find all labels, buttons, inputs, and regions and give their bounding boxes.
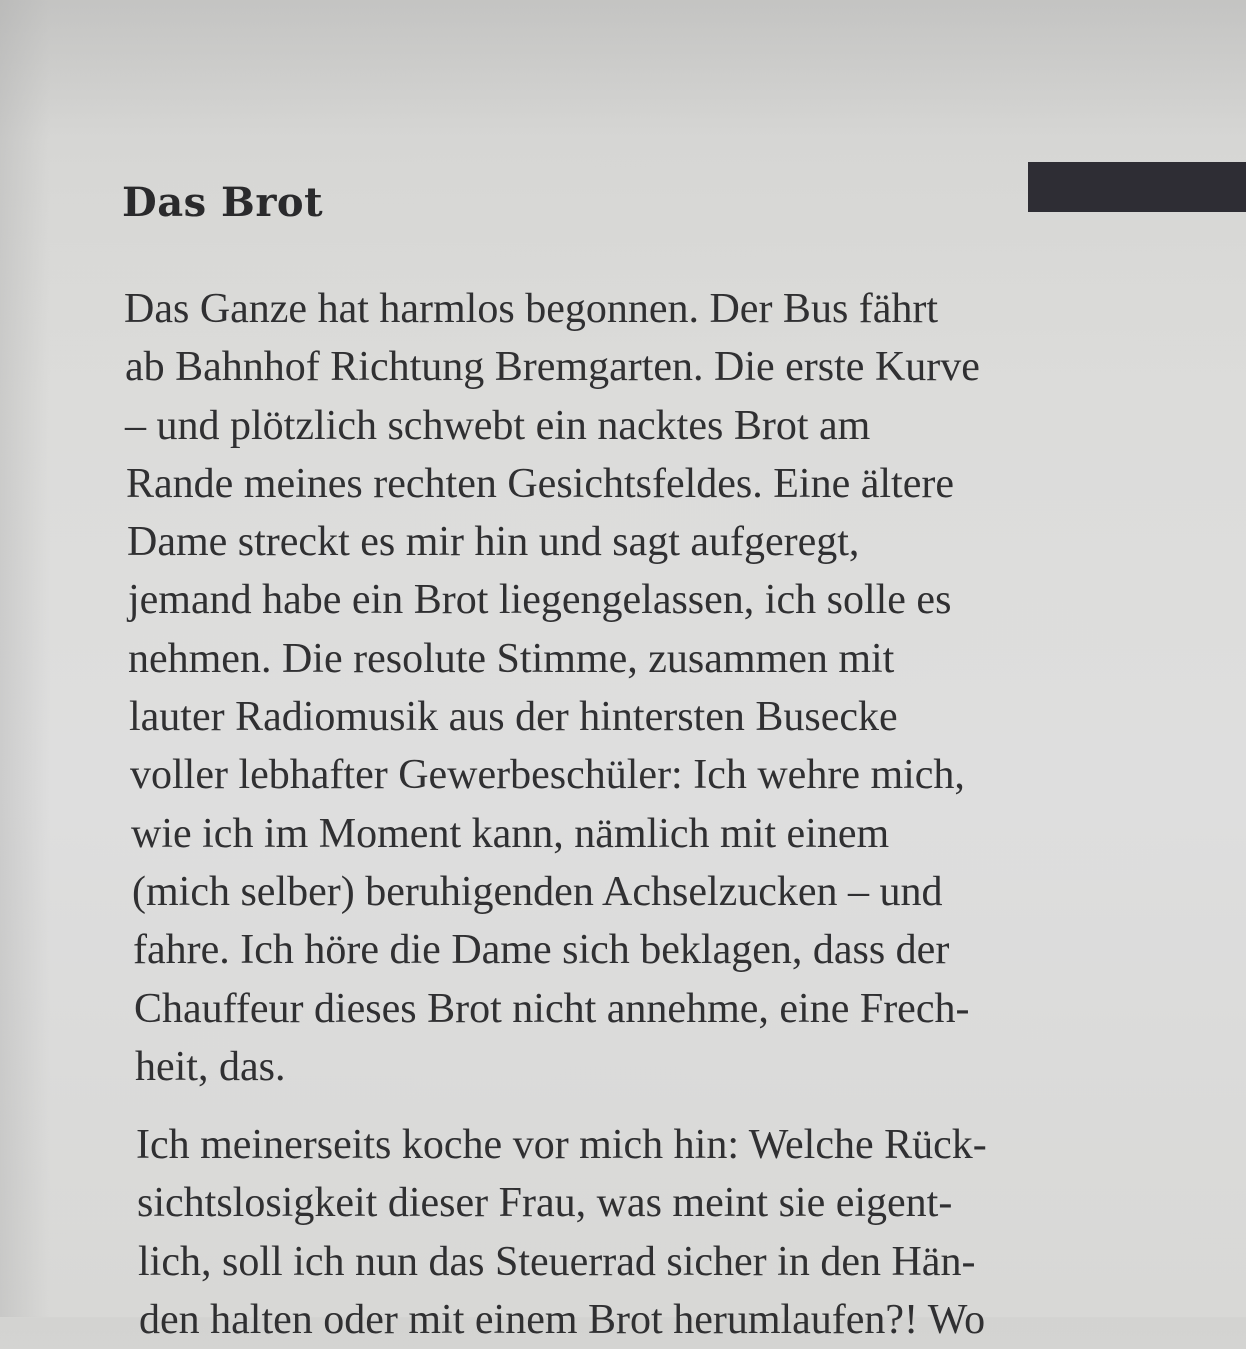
text-line: – und plötzlich schwebt ein nacktes Brot am [125, 402, 871, 449]
text-line: ab Bahnhof Richtung Bremgarten. Die erste Kurve [125, 344, 980, 391]
text-line: den halten oder mit einem Brot herumlaufen?! Wo [139, 1297, 986, 1344]
text-line: (mich selber) beruhigenden Achselzucken – und [132, 868, 943, 915]
text-line: lich, soll ich nun das Steuerrad sicher in den Hän- [138, 1238, 976, 1285]
text-line: jemand habe ein Brot liegengelassen, ich solle es [128, 577, 952, 624]
text-line: Das Ganze hat harmlos begonnen. Der Bus fährt [124, 286, 939, 332]
text-line: fahre. Ich höre die Dame sich beklagen, dass der [133, 927, 950, 974]
text-line: wie ich im Moment kann, nämlich mit einem [131, 810, 890, 857]
page-shadow [0, 0, 1246, 140]
chapter-marker-bar [1028, 162, 1246, 212]
text-line: nehmen. Die resolute Stimme, zusammen mit [128, 635, 895, 682]
text-line: Ich meinerseits koche vor mich hin: Welche Rück- [136, 1122, 987, 1169]
text-line: sichtslosigkeit dieser Frau, was meint sie eigent- [137, 1180, 953, 1227]
paragraph-2 [124, 1116, 1194, 1349]
binding-shadow [0, 0, 50, 1317]
text-line: Chauffeur dieses Brot nicht annehme, eine Frech- [134, 985, 970, 1032]
paragraph-1 [124, 280, 1194, 1096]
text-line: Rande meines rechten Gesichtsfeldes. Eine ältere [126, 460, 954, 507]
text-line: lauter Radiomusik aus der hintersten Busecke [129, 694, 898, 741]
body-text [124, 280, 1194, 1349]
text-line: voller lebhafter Gewerbeschüler: Ich wehre mich, [130, 752, 965, 799]
text-line: heit, das. [135, 1043, 286, 1090]
text-line: Dame streckt es mir hin und sagt aufgeregt, [127, 519, 860, 566]
chapter-title: Das Brot [122, 179, 324, 226]
